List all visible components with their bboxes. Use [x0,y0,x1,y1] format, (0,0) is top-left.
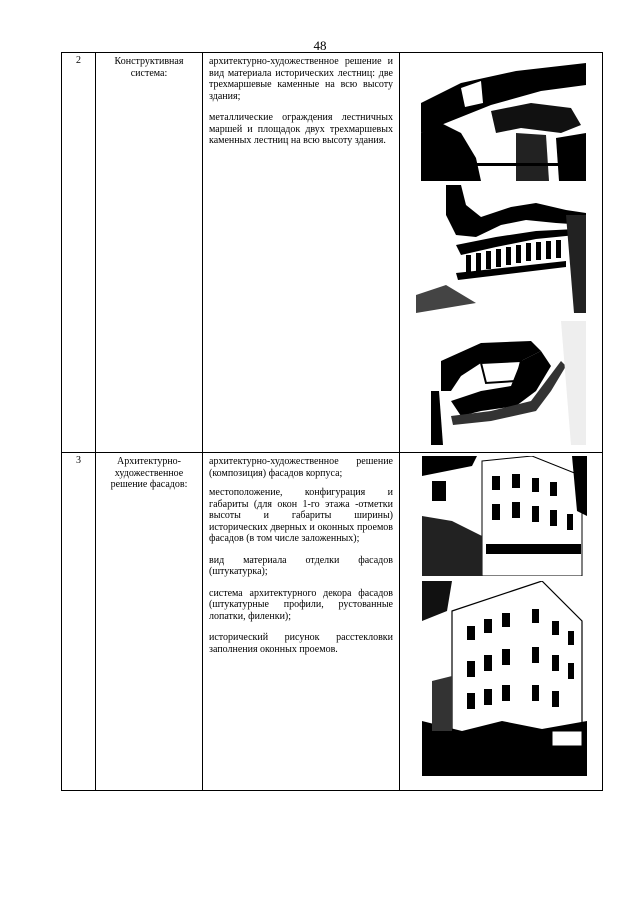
staircase-photo-2 [416,185,586,313]
row-title: Архитектурно-художественное решение фасадов: [96,453,203,791]
row-description [203,453,400,791]
photo-cell [400,453,603,791]
description-item: вид материала отделки фасадов (штукатурка); [209,554,393,577]
row-number: 3 [62,453,96,791]
photo-cell [400,53,603,453]
table-row [62,453,603,791]
description-item: система архитектурного декора фасадов (штукатурные профили, рустованные лопатки, филенки); [209,587,393,622]
row-description [203,53,400,453]
staircase-photo-1 [421,63,586,181]
description-item: металлические ограждения лестничных маршей и площадок двух трехмаршевых каменных лестниц на всю высоту здания. [209,112,393,146]
table-row [62,53,603,453]
description-item: архитектурно-художественное решение и вид материала исторических лестниц: две трехмаршевые каменные на всю высоту здания; [209,56,393,102]
staircase-photo-3 [421,321,586,445]
page-number: 48 [313,38,327,53]
facade-photo-1 [422,456,587,576]
facade-photo-2 [422,581,587,776]
row-title: Конструктивная система: [96,53,203,453]
row-number: 2 [62,53,96,453]
description-item: местоположение, конфигурация и габариты (для окон 1-го этажа -отметки высоты и габариты ширины) исторических дверных и оконных проемов фасадов (в том числе заложенных); [209,487,393,544]
description-item: исторический рисунок расстекловки заполнения оконных проемов. [209,632,393,655]
heritage-table [61,52,603,791]
description-item: архитектурно-художественное решение (композиция) фасадов корпуса; [209,456,393,479]
